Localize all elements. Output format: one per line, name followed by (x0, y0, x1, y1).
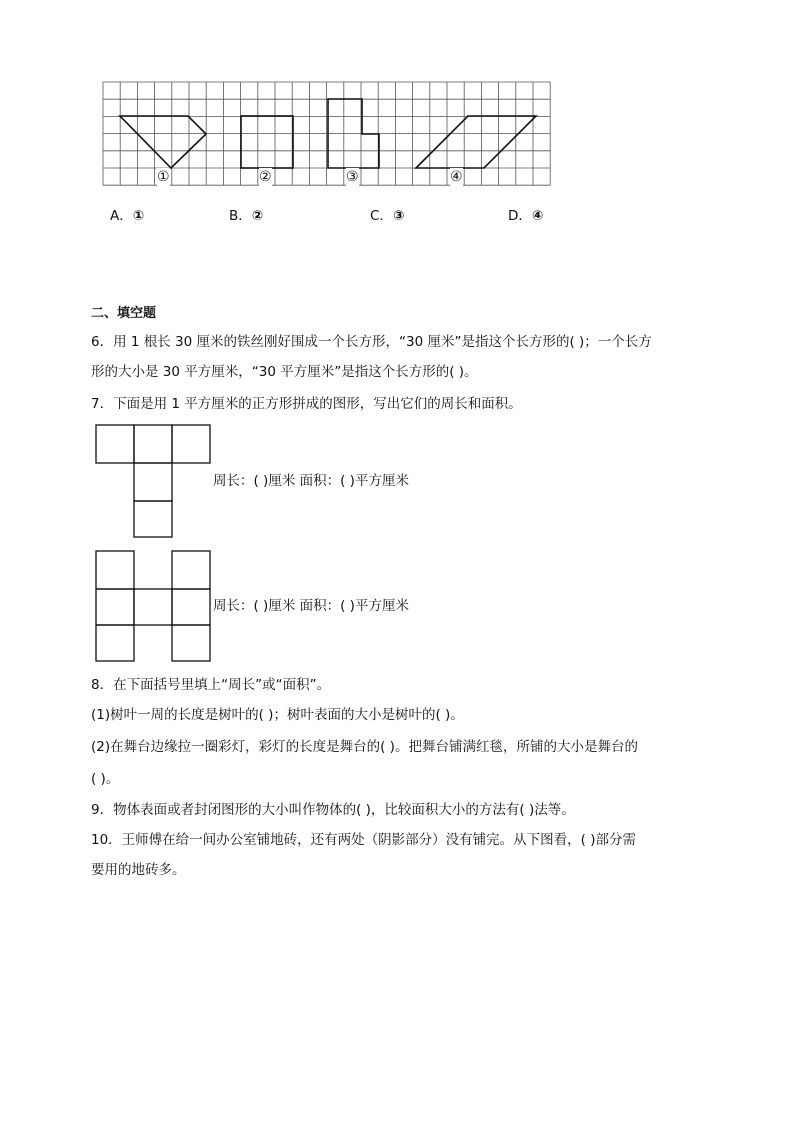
option-d-letter: D． (508, 208, 532, 224)
q8-item2-line2: ( )。 (91, 771, 120, 787)
option-b-letter: B． (229, 208, 252, 224)
q8-stem: 8．在下面括号里填上“周长”或“面积”。 (91, 677, 331, 693)
option-a-mark: ① (132, 208, 145, 224)
q8-item2-line1: (2)在舞台边缘拉一圈彩灯，彩灯的长度是舞台的( )。把舞台铺满红毯，所铺的大小是舞台的 (91, 739, 638, 755)
option-c-mark: ③ (392, 208, 405, 224)
section-title: 二、填空题 (91, 306, 157, 321)
shape-label-1: ① (157, 169, 170, 185)
q7-stem: 7．下面是用 1 平方厘米的正方形拼成的图形，写出它们的周长和面积。 (91, 396, 522, 412)
q7-row1-answer: 周长：( )厘米 面积：( )平方厘米 (213, 473, 409, 489)
q10-line1: 10．王师傅在给一间办公室铺地砖，还有两处（阴影部分）没有铺完。从下图看，( )部分需 (91, 832, 637, 848)
q7-row2-answer: 周长：( )厘米 面积：( )平方厘米 (213, 598, 409, 614)
option-a-letter: A． (110, 208, 133, 224)
q9-text: 9．物体表面或者封闭图形的大小叫作物体的( )，比较面积大小的方法有( )法等。 (91, 802, 575, 818)
option-c-letter: C． (370, 208, 393, 224)
shape-label-3: ③ (346, 169, 359, 185)
q8-item1: (1)树叶一周的长度是树叶的( )；树叶表面的大小是树叶的( )。 (91, 707, 464, 723)
shape-label-4: ④ (450, 169, 463, 185)
q10-line2: 要用的地砖多。 (91, 862, 186, 878)
shape-label-2: ② (259, 169, 272, 185)
q6-line1: 6．用 1 根长 30 厘米的铁丝刚好围成一个长方形，“30 厘米”是指这个长方形的( )；一个长方 (91, 334, 652, 350)
option-d-mark: ④ (531, 208, 544, 224)
option-b-mark: ② (251, 208, 264, 224)
q6-line2: 形的大小是 30 平方厘米，“30 平方厘米”是指这个长方形的( )。 (91, 364, 478, 380)
